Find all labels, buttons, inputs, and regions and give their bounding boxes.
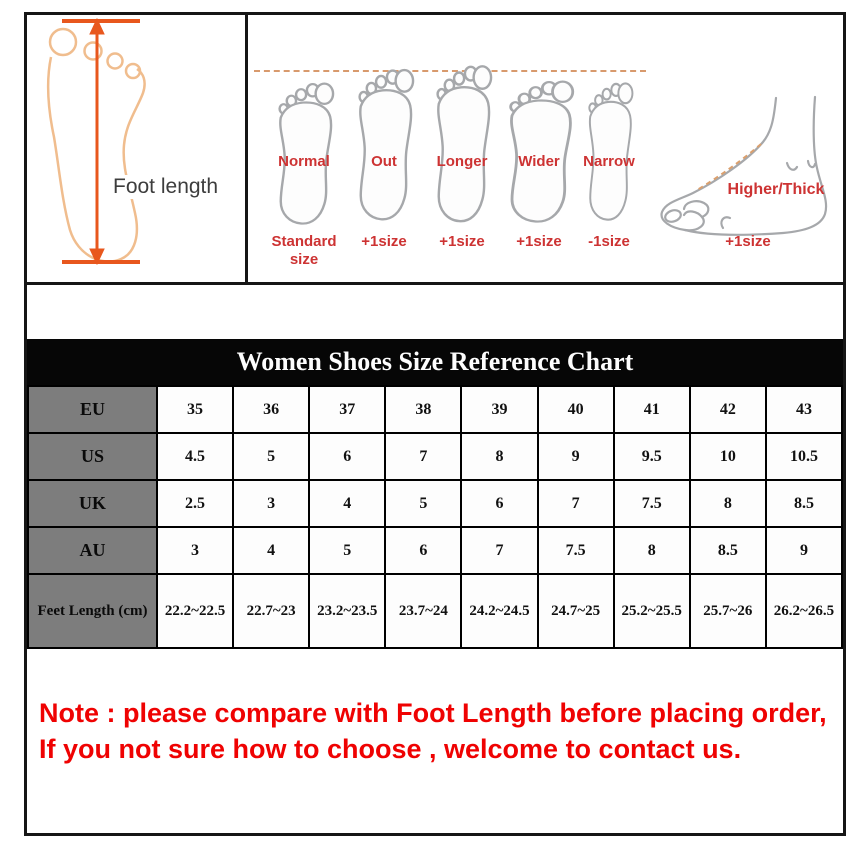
- size-cell: 3: [157, 527, 233, 574]
- size-cell: 8: [614, 527, 690, 574]
- size-cell: 40: [538, 386, 614, 433]
- size-cell: 9: [538, 433, 614, 480]
- size-cell: 5: [233, 433, 309, 480]
- foot-top-view-icon: [431, 59, 493, 225]
- size-advice-label: +1size: [725, 233, 771, 250]
- size-cell: 24.2~24.5: [461, 574, 537, 648]
- size-advice-label: Standard size: [271, 233, 337, 268]
- size-cell: 3: [233, 480, 309, 527]
- foot-figure-normal: [266, 15, 342, 282]
- size-cell: 4: [233, 527, 309, 574]
- top-section: [27, 15, 843, 285]
- size-advice-label: +1size: [361, 233, 407, 250]
- foot-shape-label: Narrow: [583, 153, 635, 170]
- size-row-label: AU: [28, 527, 157, 574]
- size-cell: 38: [385, 386, 461, 433]
- foot-shape-label: Out: [371, 153, 397, 170]
- size-cell: 22.7~23: [233, 574, 309, 648]
- size-cell: 8: [690, 480, 766, 527]
- size-cell: 8: [461, 433, 537, 480]
- foot-shape-label: Wider: [518, 153, 560, 170]
- size-cell: 4.5: [157, 433, 233, 480]
- size-row-uk: [28, 480, 842, 527]
- foot-figure-out: [346, 15, 422, 282]
- size-table-body: [28, 386, 842, 648]
- size-cell: 42: [690, 386, 766, 433]
- size-cell: 6: [385, 527, 461, 574]
- size-cell: 23.2~23.5: [309, 574, 385, 648]
- size-cell: 43: [766, 386, 842, 433]
- size-cell: 7.5: [538, 527, 614, 574]
- size-cell: 8.5: [766, 480, 842, 527]
- foot-figure-wider: [498, 15, 580, 282]
- foot-shape-label: Normal: [278, 153, 330, 170]
- foot-shape-label: Longer: [436, 153, 488, 170]
- foot-shape-label: Higher/Thick: [727, 181, 825, 198]
- size-cell: 8.5: [690, 527, 766, 574]
- foot-top-view-icon: [353, 63, 415, 223]
- size-cell: 9.5: [614, 433, 690, 480]
- foot-length-label: Foot length: [113, 175, 219, 198]
- size-cell: 2.5: [157, 480, 233, 527]
- note-line-2: If you not sure how to choose , welcome to contact us.: [39, 734, 742, 764]
- foot-figure-narrow: [578, 15, 640, 282]
- size-row-feet: [28, 574, 842, 648]
- size-guide-sheet: [24, 12, 846, 836]
- foot-top-view-icon: [273, 77, 335, 227]
- size-cell: 37: [309, 386, 385, 433]
- size-cell: 10.5: [766, 433, 842, 480]
- size-cell: 5: [385, 480, 461, 527]
- foot-side-view-icon: [650, 95, 842, 245]
- size-cell: 7: [461, 527, 537, 574]
- size-cell: 6: [461, 480, 537, 527]
- foot-figure-longer: [424, 15, 500, 282]
- size-advice-label: -1size: [588, 233, 630, 250]
- size-cell: 36: [233, 386, 309, 433]
- size-row-label: UK: [28, 480, 157, 527]
- note-text: [27, 695, 843, 767]
- size-row-au: [28, 527, 842, 574]
- size-cell: 4: [309, 480, 385, 527]
- size-cell: 9: [766, 527, 842, 574]
- size-cell: 24.7~25: [538, 574, 614, 648]
- size-row-label: Feet Length (cm): [28, 574, 157, 648]
- size-cell: 25.7~26: [690, 574, 766, 648]
- size-chart-table: [27, 385, 843, 649]
- size-cell: 39: [461, 386, 537, 433]
- size-advice-label: +1size: [516, 233, 562, 250]
- note-line-1: Note : please compare with Foot Length before placing order,: [39, 698, 827, 728]
- size-cell: 6: [309, 433, 385, 480]
- size-cell: 22.2~22.5: [157, 574, 233, 648]
- foot-measure-panel: [27, 15, 248, 282]
- size-cell: 5: [309, 527, 385, 574]
- size-cell: 7: [385, 433, 461, 480]
- size-row-label: EU: [28, 386, 157, 433]
- size-cell: 25.2~25.5: [614, 574, 690, 648]
- size-cell: 7.5: [614, 480, 690, 527]
- size-row-eu: [28, 386, 842, 433]
- size-cell: 41: [614, 386, 690, 433]
- size-advice-label: +1size: [439, 233, 485, 250]
- size-row-label: US: [28, 433, 157, 480]
- size-row-us: [28, 433, 842, 480]
- size-chart-title: Women Shoes Size Reference Chart: [27, 339, 843, 385]
- foot-top-view-icon: [503, 75, 575, 225]
- size-cell: 23.7~24: [385, 574, 461, 648]
- size-cell: 10: [690, 433, 766, 480]
- size-cell: 35: [157, 386, 233, 433]
- foot-top-view-icon: [584, 77, 634, 223]
- foot-length-diagram-icon: [27, 15, 245, 282]
- fit-guide-panel: [248, 15, 843, 282]
- size-cell: 26.2~26.5: [766, 574, 842, 648]
- size-cell: 7: [538, 480, 614, 527]
